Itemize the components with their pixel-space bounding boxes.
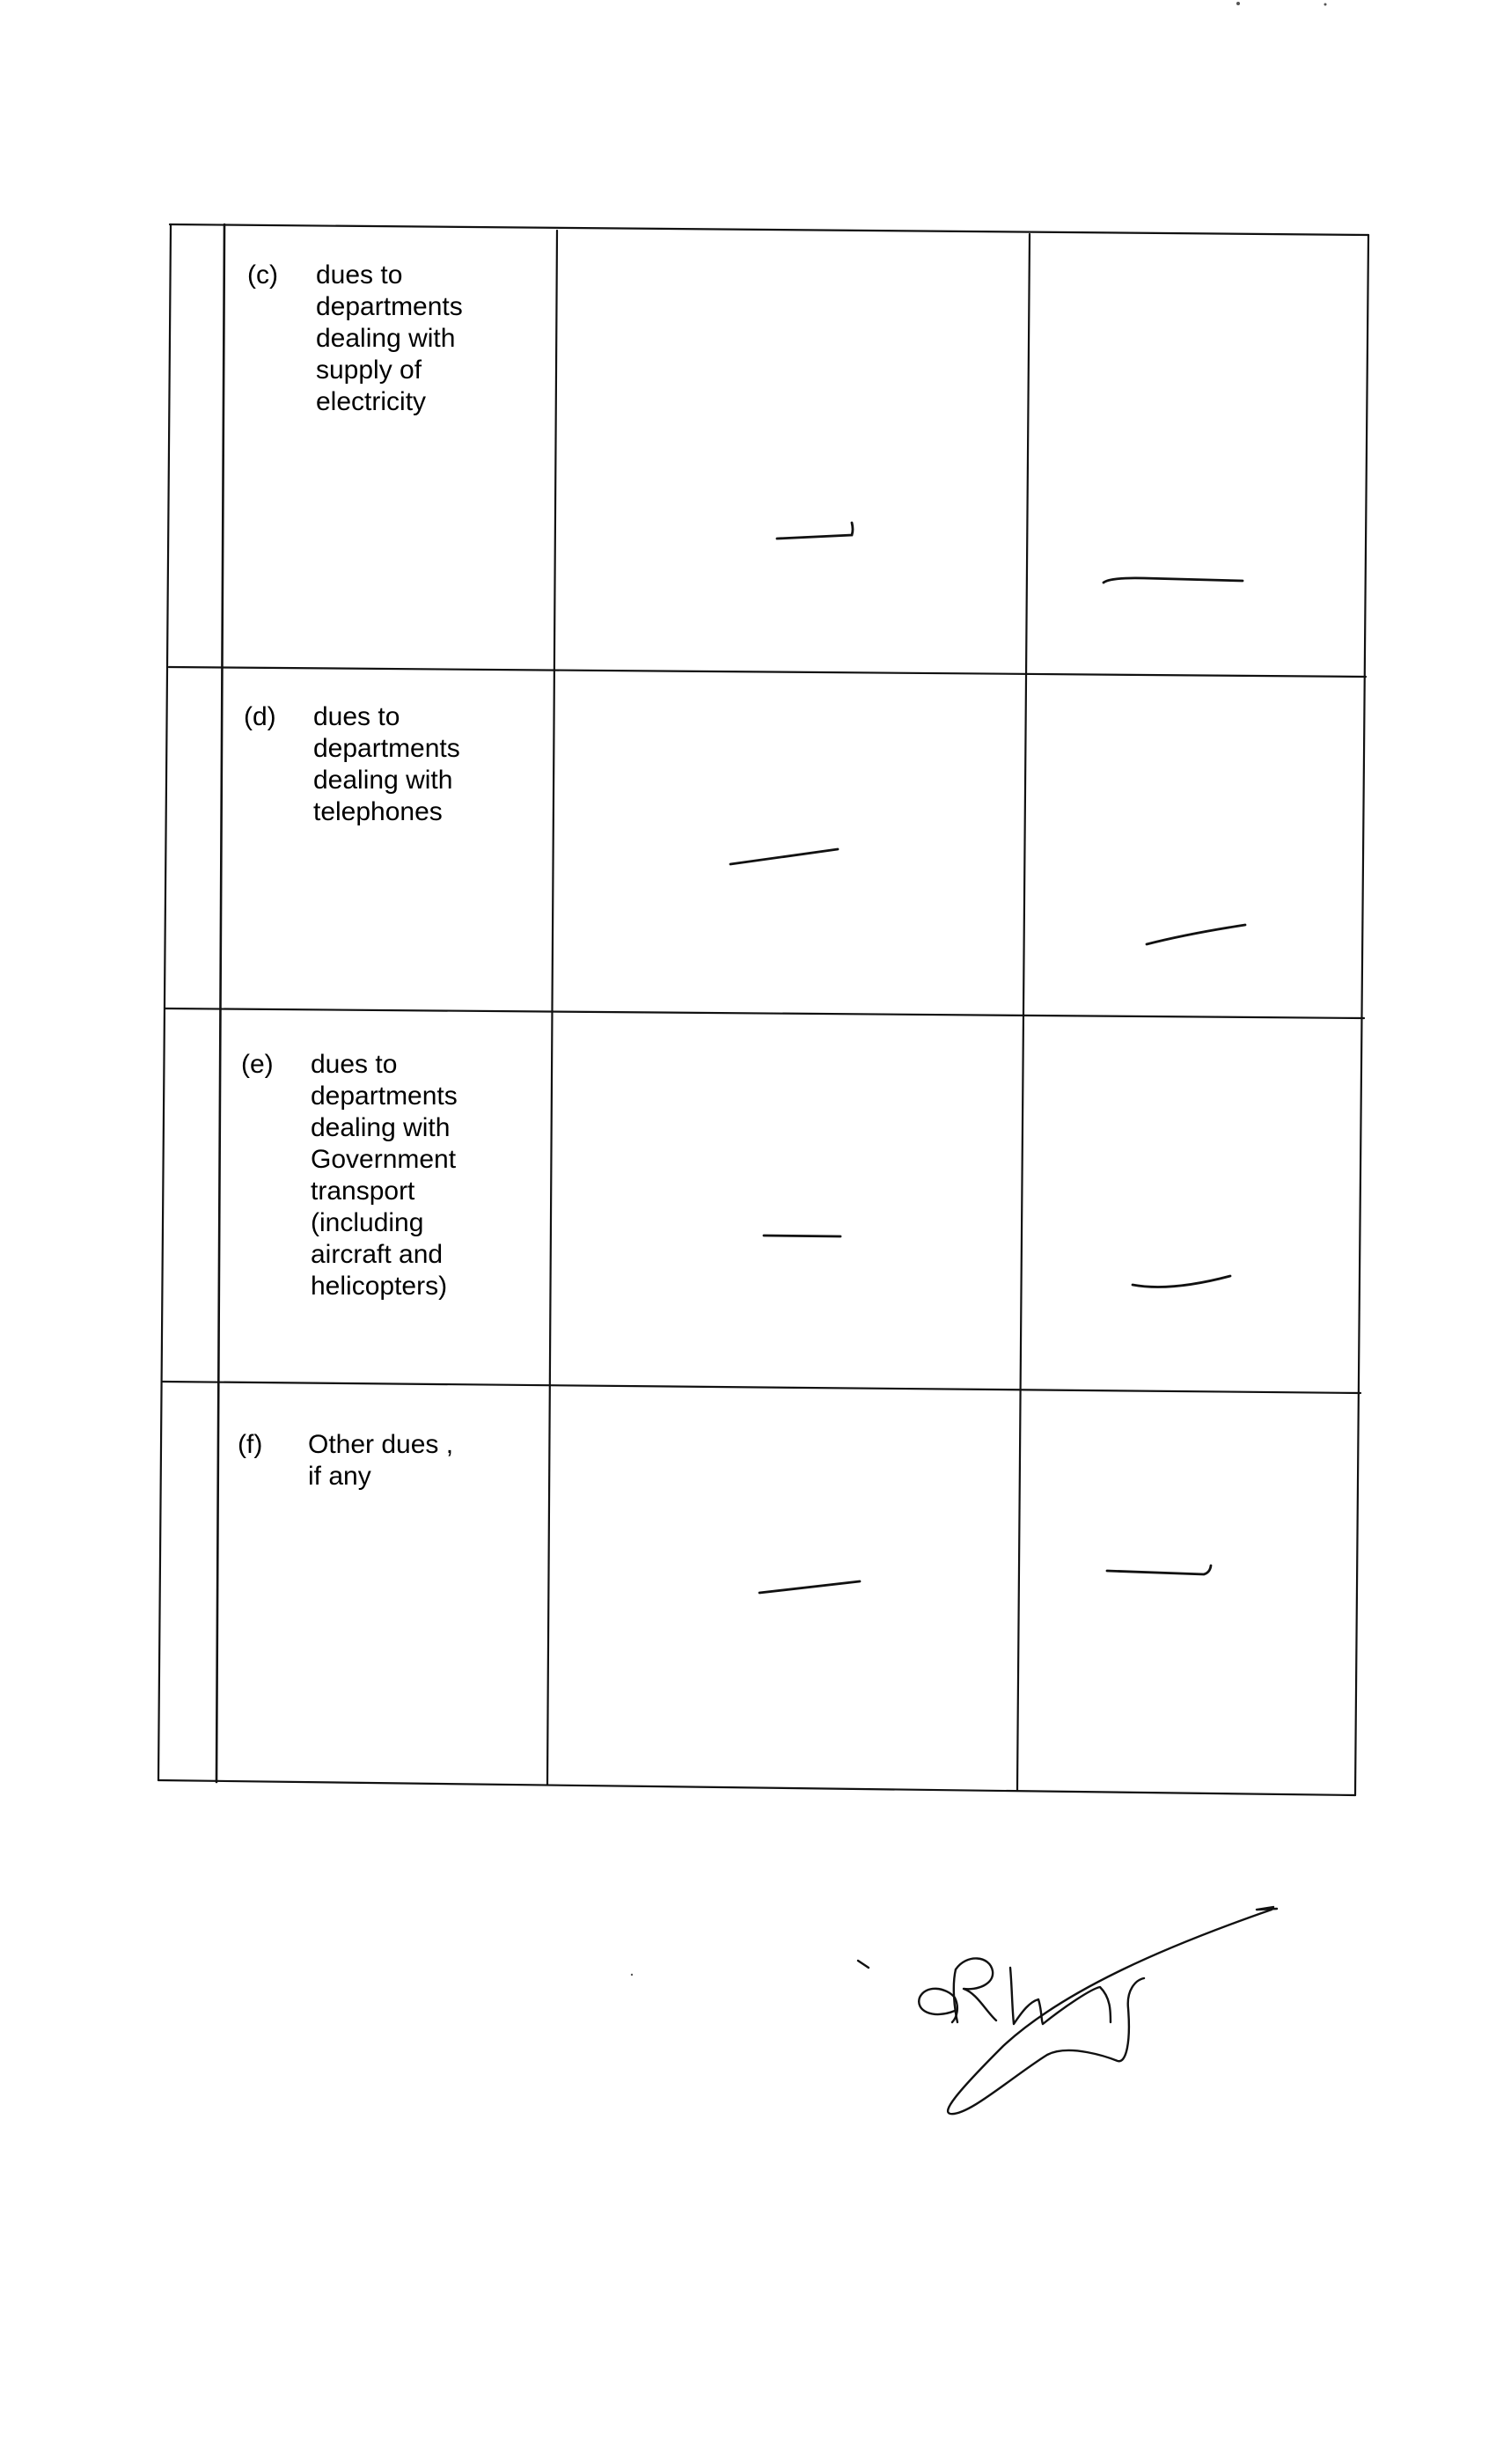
row-c-line-5: electricity [316,387,427,416]
dash-f-col3 [1107,1566,1211,1574]
row-e-line-5: transport [311,1177,415,1206]
dash-e-col3 [1133,1276,1230,1287]
row-d-line-3: dealing with [313,766,453,795]
row-f-description [308,1429,453,1492]
dues-table-grid [158,224,1368,1795]
row-e-line-1: dues to [311,1050,398,1079]
signature [858,1907,1277,2114]
dash-c-col2 [777,523,853,539]
row-c-marker: (c) [247,260,278,290]
row-e-marker: (e) [241,1050,274,1079]
row-d-marker: (d) [244,702,276,731]
row-e-description [311,1049,458,1302]
row-c-line-1: dues to [316,260,403,290]
row-e-line-7: aircraft and [311,1240,444,1269]
dash-d-col3 [1147,925,1245,944]
row-e-line-6: (including [311,1208,424,1237]
row-d-line-1: dues to [313,702,400,731]
nil-dashes [730,523,1245,1593]
row-f-marker: (f) [238,1430,263,1459]
row-f-line-2: if any [308,1462,371,1491]
row-d-line-4: telephones [313,797,443,826]
dash-c-col3 [1104,578,1243,583]
row-e-line-8: helicopters) [311,1272,448,1301]
scan-specks [631,2,1327,1976]
row-c-line-4: supply of [316,356,422,385]
row-d-line-2: departments [313,734,460,763]
row-e-line-2: departments [311,1082,458,1111]
row-c-description [316,260,463,418]
row-e-line-4: Government [311,1145,457,1174]
row-e-line-3: dealing with [311,1113,451,1142]
row-f-line-1: Other dues , [308,1430,454,1459]
dash-f-col2 [759,1581,860,1593]
row-c-line-3: dealing with [316,324,456,353]
row-c-line-2: departments [316,292,463,321]
dash-d-col2 [730,849,838,864]
row-d-description [313,701,460,828]
